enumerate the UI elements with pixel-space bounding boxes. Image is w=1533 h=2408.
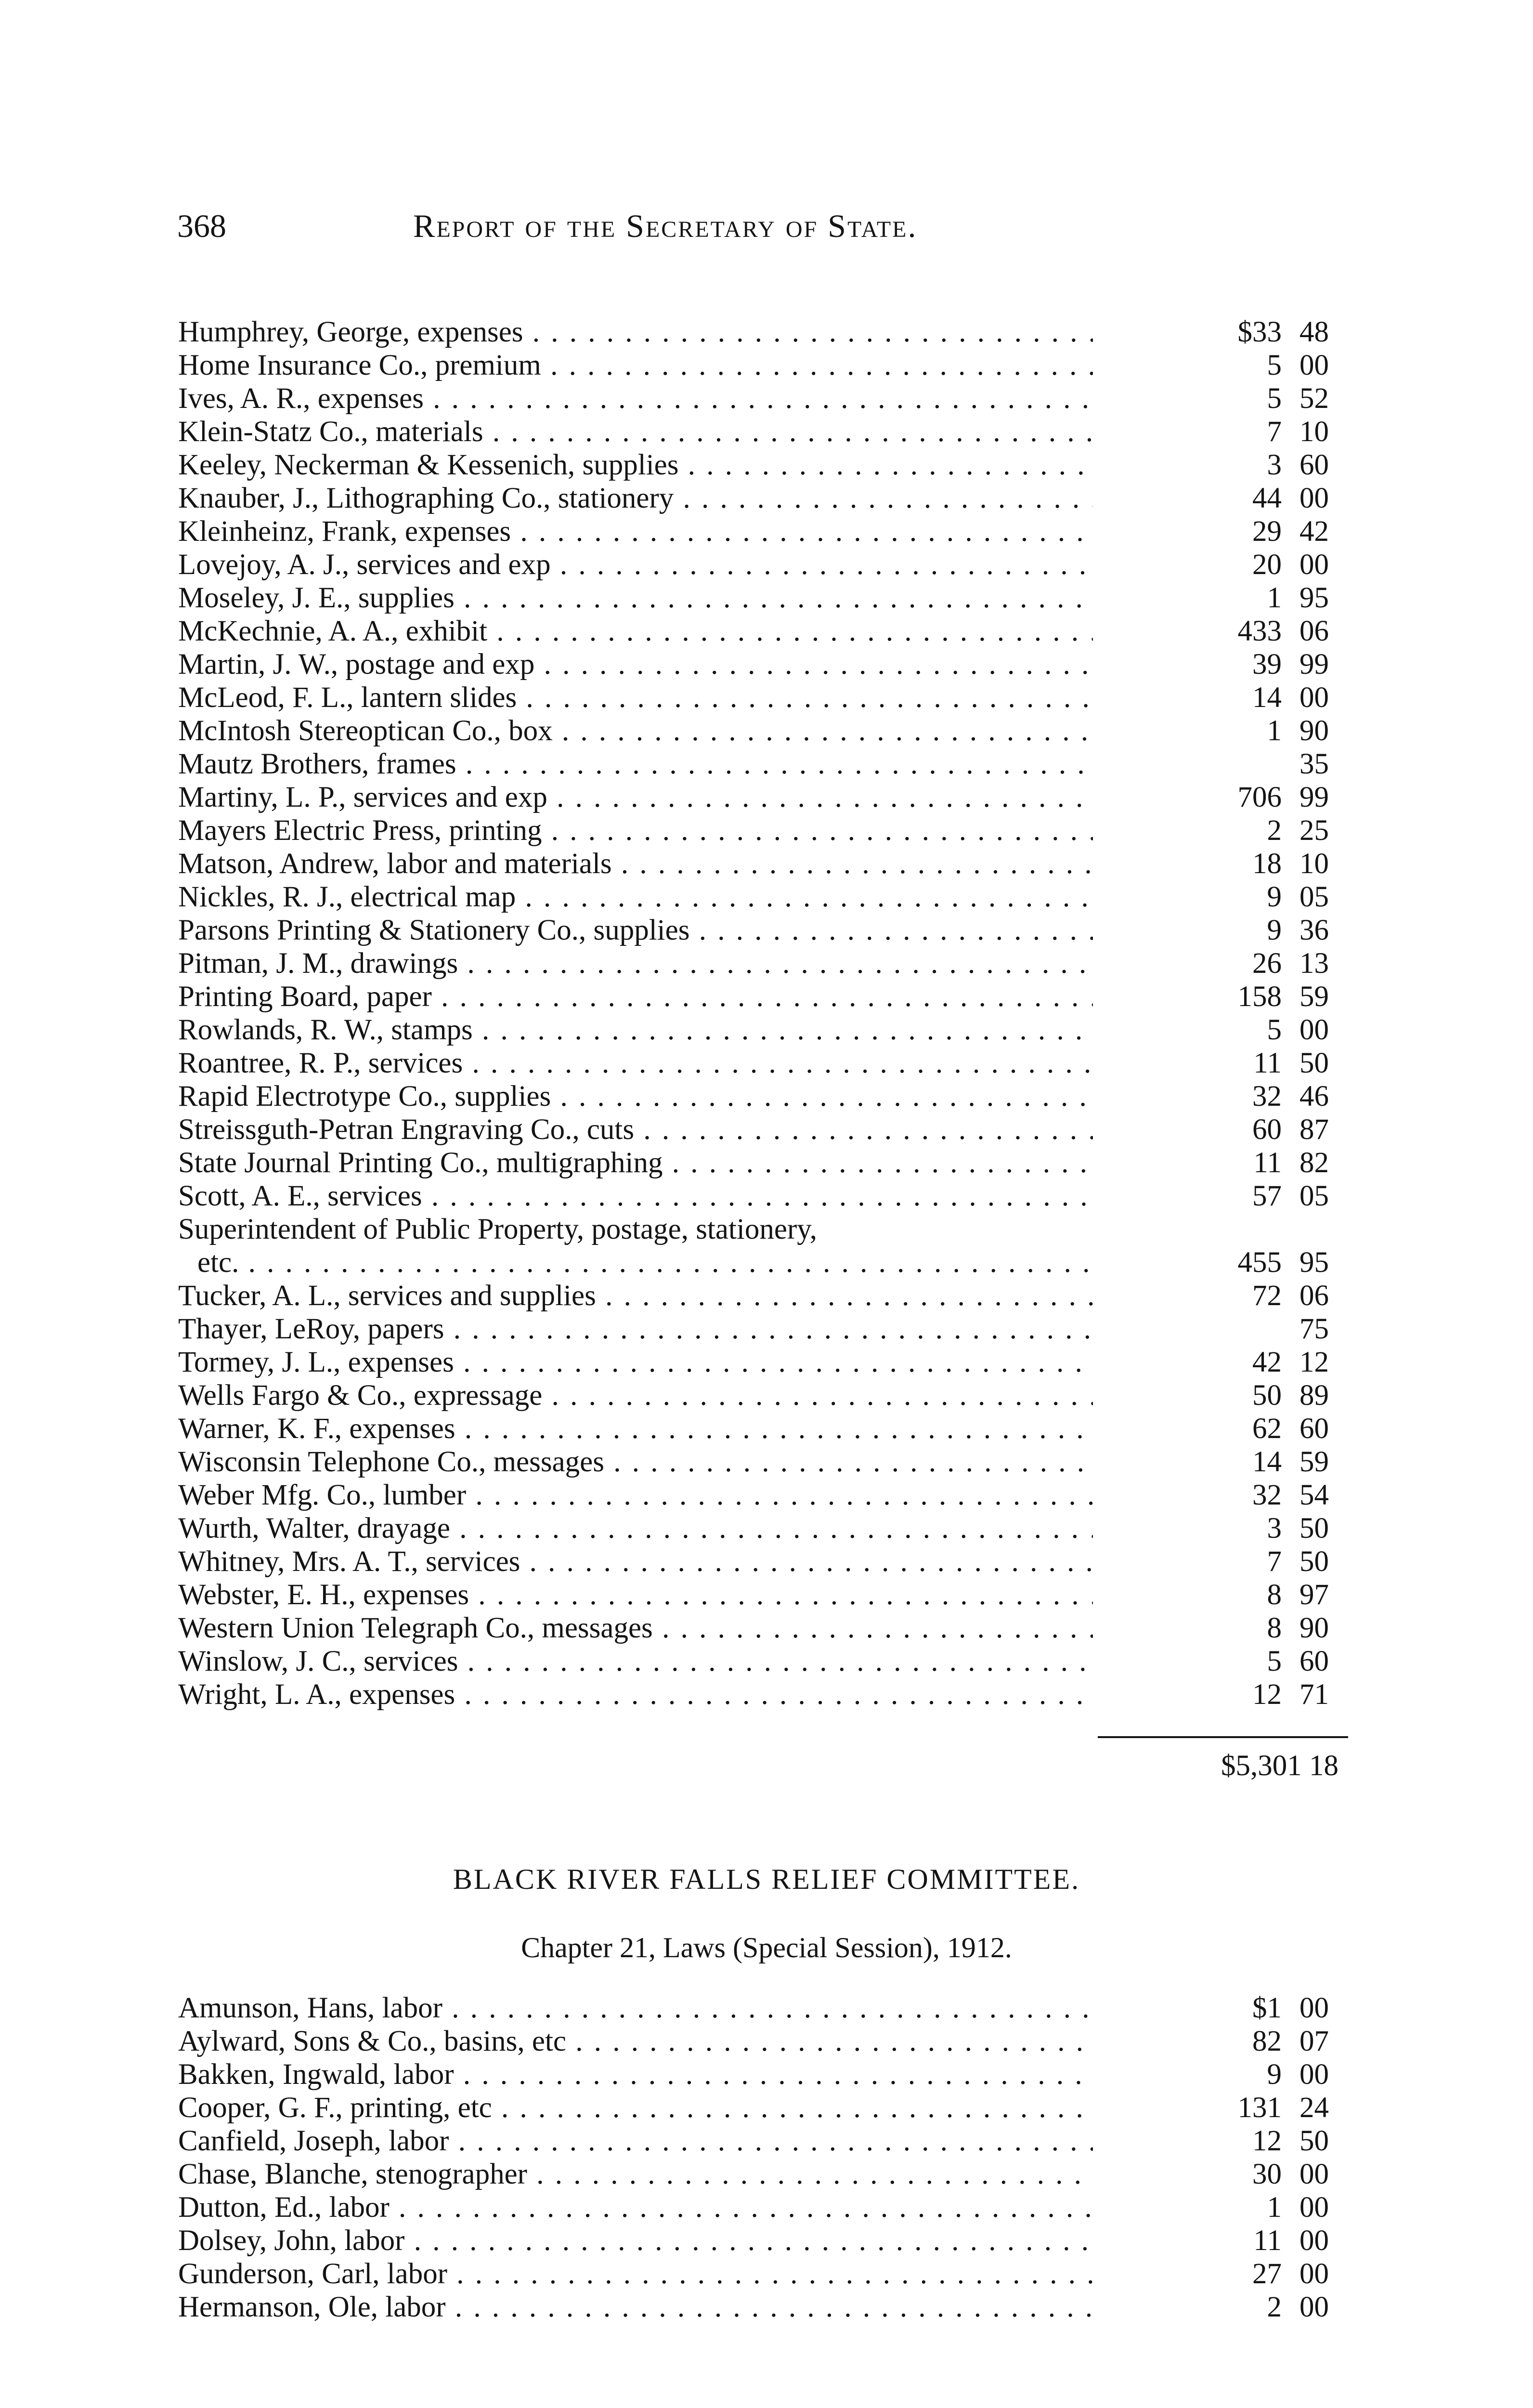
payee-label: Warner, K. F., expenses . . . [178, 1412, 1093, 1445]
amount-cents: 97 [1299, 1579, 1329, 1611]
amount-value [1208, 747, 1329, 781]
ledger-row [178, 1346, 1334, 1379]
amount-dollars: 3 [1267, 449, 1282, 481]
amount-dollars: 60 [1252, 1113, 1282, 1146]
amount-dollars: 14 [1252, 681, 1282, 714]
ledger-row [178, 1312, 1334, 1346]
amount-cents: 99 [1299, 781, 1329, 813]
amount-cents: 35 [1299, 748, 1329, 780]
payee-label: Martiny, L. P., services and exp . . . [178, 781, 1093, 814]
payee-label: Ives, A. R., expenses . . . [178, 382, 1093, 415]
payee-label: Scott, A. E., services . . . [178, 1179, 1093, 1213]
payee-label: McKechnie, A. A., exhibit . . . [178, 615, 1093, 648]
amount-dollars: 62 [1252, 1413, 1282, 1445]
ledger-row [178, 914, 1334, 947]
amount-cents: 95 [1299, 1246, 1329, 1279]
amount-value [1208, 648, 1329, 681]
amount-dollars: 42 [1252, 1346, 1282, 1378]
payee-label: Dolsey, John, labor . . . [178, 2224, 1093, 2257]
amount-cents: 87 [1299, 1113, 1329, 1146]
amount-value [1208, 1578, 1329, 1611]
ledger-row [178, 714, 1334, 747]
amount-dollars: 8 [1267, 1579, 1282, 1611]
amount-cents: 05 [1299, 881, 1329, 913]
amount-dollars: 5 [1267, 1014, 1282, 1046]
ledger-row [178, 2290, 1334, 2324]
amount-cents: 42 [1299, 515, 1329, 548]
amount-dollars: 82 [1252, 2025, 1282, 2057]
payee-label: McLeod, F. L., lantern slides . . . [178, 681, 1093, 714]
amount-value [1208, 814, 1329, 847]
payee-label: Martin, J. W., postage and exp . . . [178, 648, 1093, 681]
payee-label: Western Union Telegraph Co., messages . . . [178, 1611, 1093, 1645]
ledger-row [178, 1113, 1334, 1146]
amount-dollars: 44 [1252, 482, 1282, 514]
payee-label: Thayer, LeRoy, papers . . . [178, 1312, 1093, 1346]
amount-cents: 00 [1299, 2191, 1329, 2224]
amount-cents: 50 [1299, 1047, 1329, 1079]
amount-dollars: 30 [1252, 2158, 1282, 2190]
section-subheading: Chapter 21, Laws (Special Session), 1912. [521, 1932, 1012, 1963]
amount-dollars: 1 [1267, 715, 1282, 747]
amount-value [1208, 781, 1329, 814]
payee-label: Pitman, J. M., drawings . . . [178, 947, 1093, 980]
amount-cents: 00 [1299, 681, 1329, 714]
ledger-row [178, 814, 1334, 847]
amount-value [1208, 947, 1329, 980]
amount-cents: 52 [1299, 382, 1329, 415]
payee-label: Webster, E. H., expenses . . . [178, 1578, 1093, 1611]
amount-dollars: 5 [1267, 349, 1282, 381]
amount-cents: 07 [1299, 2025, 1329, 2057]
payee-label: Nickles, R. J., electrical map . . . [178, 880, 1093, 914]
amount-cents: 46 [1299, 1080, 1329, 1112]
payee-label: Hermanson, Ole, labor . . . [178, 2290, 1093, 2324]
ledger-row [178, 1279, 1334, 1312]
amount-value [1208, 1213, 1329, 1246]
amount-value [1208, 1346, 1329, 1379]
ledger-row [178, 548, 1334, 581]
ledger-row [178, 2025, 1334, 2058]
payee-label: Canfield, Joseph, labor . . . [178, 2124, 1093, 2158]
payee-label: Rowlands, R. W., stamps . . . [178, 1013, 1093, 1047]
amount-dollars: 433 [1237, 615, 1282, 647]
amount-value [1208, 1080, 1329, 1113]
amount-cents: 00 [1299, 1014, 1329, 1046]
amount-cents: 59 [1299, 981, 1329, 1013]
payee-label: Home Insurance Co., premium . . . [178, 349, 1093, 382]
ledger-row [178, 2124, 1334, 2158]
amount-value [1208, 914, 1329, 947]
amount-cents: 50 [1299, 1512, 1329, 1544]
payee-label: Matson, Andrew, labor and materials . . . [178, 847, 1093, 880]
total-rule [1098, 1736, 1348, 1738]
payee-label: Knauber, J., Lithographing Co., stationery . . . [178, 482, 1093, 515]
amount-cents: 00 [1299, 2225, 1329, 2257]
amount-value [1208, 2158, 1329, 2191]
payee-label: Wright, L. A., expenses . . . [178, 1678, 1093, 1711]
amount-dollars: 2 [1267, 814, 1282, 847]
amount-value [1208, 1678, 1329, 1711]
amount-dollars: 11 [1253, 1047, 1282, 1079]
ledger-row [178, 1146, 1334, 1179]
ledger-row [178, 1080, 1334, 1113]
amount-dollars: 18 [1252, 848, 1282, 880]
amount-dollars: 14 [1252, 1446, 1282, 1478]
ledger-row [178, 1013, 1334, 1047]
ledger-row [178, 747, 1334, 781]
amount-value [1208, 2257, 1329, 2290]
payee-label: Aylward, Sons & Co., basins, etc . . . [178, 2025, 1093, 2058]
amount-dollars: 7 [1267, 416, 1282, 448]
amount-cents: 82 [1299, 1147, 1329, 1179]
amount-dollars: 9 [1267, 914, 1282, 946]
amount-dollars: 9 [1267, 2058, 1282, 2091]
amount-value [1208, 581, 1329, 615]
ledger-row [178, 2191, 1334, 2224]
amount-value [1208, 382, 1329, 415]
payee-label: Klein-Statz Co., materials . . . [178, 415, 1093, 448]
ledger-row [178, 1379, 1334, 1412]
payee-label: Weber Mfg. Co., lumber . . . [178, 1479, 1093, 1512]
running-head: Report of the Secretary of State. [413, 208, 918, 244]
amount-value [1208, 1379, 1329, 1412]
payee-label: Keeley, Neckerman & Kessenich, supplies . . . [178, 448, 1093, 482]
ledger-row [178, 847, 1334, 880]
amount-value [1208, 1412, 1329, 1445]
amount-value [1208, 1013, 1329, 1047]
payee-label: Wisconsin Telephone Co., messages . . . [178, 1445, 1093, 1479]
amount-cents: 06 [1299, 615, 1329, 647]
amount-value [1208, 1179, 1329, 1213]
amount-cents: 75 [1299, 1313, 1329, 1345]
payee-label: State Journal Printing Co., multigraphing . . . [178, 1146, 1093, 1179]
amount-dollars: 7 [1267, 1545, 1282, 1578]
amount-cents: 00 [1299, 549, 1329, 581]
payee-label: Humphrey, George, expenses . . . [178, 315, 1093, 349]
ledger-row [178, 1545, 1334, 1578]
payee-label: Lovejoy, A. J., services and exp . . . [178, 548, 1093, 581]
ledger-row [178, 1445, 1334, 1479]
amount-dollars: 39 [1252, 648, 1282, 681]
ledger-row [178, 1512, 1334, 1545]
ledger-row [178, 1678, 1334, 1711]
amount-value [1208, 415, 1329, 448]
amount-cents: 06 [1299, 1280, 1329, 1312]
ledger-row [178, 1246, 1334, 1279]
section-heading: BLACK RIVER FALLS RELIEF COMMITTEE. [453, 1863, 1080, 1895]
payee-label: etc. . . . [197, 1246, 1093, 1279]
amount-dollars: 455 [1237, 1246, 1282, 1279]
ledger-row [178, 515, 1334, 548]
amount-value [1208, 1312, 1329, 1346]
amount-cents: 36 [1299, 914, 1329, 946]
amount-value [1208, 2025, 1329, 2058]
ledger-row [178, 315, 1334, 349]
ledger-row [178, 2058, 1334, 2091]
payee-label: Chase, Blanche, stenographer . . . [178, 2158, 1093, 2191]
amount-cents: 10 [1299, 848, 1329, 880]
amount-cents: 00 [1299, 2291, 1329, 2323]
amount-value [1208, 482, 1329, 515]
payee-label: McIntosh Stereoptican Co., box . . . [178, 714, 1093, 747]
amount-dollars: 20 [1252, 549, 1282, 581]
amount-cents: 00 [1299, 2158, 1329, 2190]
amount-value [1208, 2091, 1329, 2124]
amount-dollars: 158 [1237, 981, 1282, 1013]
payee-label: Mautz Brothers, frames . . . [178, 747, 1093, 781]
amount-value [1208, 1545, 1329, 1578]
amount-value [1208, 2290, 1329, 2324]
ledger-row [178, 1991, 1334, 2025]
amount-cents: 12 [1299, 1346, 1329, 1378]
amount-cents: 99 [1299, 648, 1329, 681]
amount-dollars: $1 [1252, 1992, 1282, 2024]
amount-value [1208, 515, 1329, 548]
amount-value [1208, 349, 1329, 382]
amount-dollars: $33 [1237, 316, 1282, 348]
amount-cents: 89 [1299, 1379, 1329, 1412]
page-header [177, 207, 1342, 250]
amount-cents: 25 [1299, 814, 1329, 847]
amount-value [1208, 1611, 1329, 1645]
amount-value [1208, 2191, 1329, 2224]
ledger-row [178, 448, 1334, 482]
amount-dollars: 1 [1267, 582, 1282, 614]
ledger-row [178, 648, 1334, 681]
payee-label: Tormey, J. L., expenses . . . [178, 1346, 1093, 1379]
amount-dollars: 57 [1252, 1180, 1282, 1212]
amount-value [1208, 1246, 1329, 1279]
ledger-row [178, 615, 1334, 648]
payee-label: Cooper, G. F., printing, etc . . . [178, 2091, 1093, 2124]
amount-cents: 24 [1299, 2092, 1329, 2124]
ledger-row [178, 2091, 1334, 2124]
amount-dollars: 12 [1252, 1678, 1282, 1711]
amount-cents: 00 [1299, 482, 1329, 514]
payee-label: Wurth, Walter, drayage . . . [178, 1512, 1093, 1545]
amount-value [1208, 1047, 1329, 1080]
ledger-row [178, 482, 1334, 515]
ledger-row [178, 1645, 1334, 1678]
ledger-row [178, 1412, 1334, 1445]
payee-label: Rapid Electrotype Co., supplies . . . [178, 1080, 1093, 1113]
amount-dollars: 72 [1252, 1280, 1282, 1312]
payee-label: Gunderson, Carl, labor . . . [178, 2257, 1093, 2290]
amount-cents: 60 [1299, 1645, 1329, 1677]
amount-value [1208, 847, 1329, 880]
payee-label: Wells Fargo & Co., expressage . . . [178, 1379, 1093, 1412]
amount-dollars: 9 [1267, 881, 1282, 913]
amount-cents: 00 [1299, 349, 1329, 381]
payee-label: Parsons Printing & Stationery Co., supplies . . . [178, 914, 1093, 947]
payee-label: Amunson, Hans, labor . . . [178, 1991, 1093, 2025]
amount-value [1208, 2058, 1329, 2091]
amount-dollars: 29 [1252, 515, 1282, 548]
amount-value [1208, 548, 1329, 581]
amount-value [1208, 1445, 1329, 1479]
amount-dollars: 5 [1267, 382, 1282, 415]
amount-dollars: 11 [1253, 2225, 1282, 2257]
payee-label: Tucker, A. L., services and supplies . . . [178, 1279, 1093, 1312]
amount-value [1208, 2124, 1329, 2158]
amount-cents: 50 [1299, 1545, 1329, 1578]
ledger-row [178, 1479, 1334, 1512]
ledger-row [178, 349, 1334, 382]
amount-cents: 71 [1299, 1678, 1329, 1711]
ledger-row [178, 880, 1334, 914]
amount-cents: 10 [1299, 416, 1329, 448]
amount-cents: 60 [1299, 1413, 1329, 1445]
amount-cents: 05 [1299, 1180, 1329, 1212]
amount-cents: 00 [1299, 2258, 1329, 2290]
amount-dollars: 32 [1252, 1080, 1282, 1112]
amount-value [1208, 615, 1329, 648]
ledger-row [178, 2224, 1334, 2257]
ledger-row [178, 1179, 1334, 1213]
ledger-row [178, 681, 1334, 714]
ledger-row [178, 1611, 1334, 1645]
amount-value [1208, 448, 1329, 482]
ledger-row [178, 1578, 1334, 1611]
amount-dollars: 32 [1252, 1479, 1282, 1511]
ledger-row [178, 382, 1334, 415]
amount-cents: 48 [1299, 316, 1329, 348]
amount-dollars: 50 [1252, 1379, 1282, 1412]
amount-cents: 90 [1299, 1612, 1329, 1644]
amount-value [1208, 315, 1329, 349]
ledger-row [178, 947, 1334, 980]
payee-label: Printing Board, paper . . . [178, 980, 1093, 1013]
ledger-total: $5,301 18 [1221, 1750, 1338, 1782]
payee-label: Bakken, Ingwald, labor . . . [178, 2058, 1093, 2091]
amount-cents: 95 [1299, 582, 1329, 614]
amount-cents: 50 [1299, 2125, 1329, 2157]
ledger-row [178, 781, 1334, 814]
amount-dollars: 5 [1267, 1645, 1282, 1677]
amount-dollars: 27 [1252, 2258, 1282, 2290]
amount-value [1208, 1512, 1329, 1545]
amount-value [1208, 714, 1329, 747]
payee-label: Moseley, J. E., supplies . . . [178, 581, 1093, 615]
amount-value [1208, 1991, 1329, 2025]
amount-cents: 54 [1299, 1479, 1329, 1511]
ledger-row [178, 1213, 1334, 1246]
amount-dollars: 706 [1237, 781, 1282, 813]
amount-value [1208, 1479, 1329, 1512]
amount-cents: 00 [1299, 2058, 1329, 2091]
amount-dollars: 1 [1267, 2191, 1282, 2224]
amount-cents: 59 [1299, 1446, 1329, 1478]
payee-label: Dutton, Ed., labor . . . [178, 2191, 1093, 2224]
ledger-row [178, 415, 1334, 448]
amount-dollars: 12 [1252, 2125, 1282, 2157]
amount-cents: 90 [1299, 715, 1329, 747]
amount-value [1208, 1645, 1329, 1678]
amount-dollars: 11 [1253, 1147, 1282, 1179]
amount-dollars: 131 [1237, 2092, 1282, 2124]
payee-label: Roantree, R. P., services . . . [178, 1047, 1093, 1080]
amount-value [1208, 2224, 1329, 2257]
amount-dollars: 2 [1267, 2291, 1282, 2323]
amount-value [1208, 980, 1329, 1013]
amount-value [1208, 1113, 1329, 1146]
payee-label: Superintendent of Public Property, postage, stationery, [178, 1213, 818, 1245]
amount-cents: 13 [1299, 947, 1329, 980]
amount-dollars: 26 [1252, 947, 1282, 980]
payee-label: Whitney, Mrs. A. T., services . . . [178, 1545, 1093, 1578]
amount-cents: 00 [1299, 1992, 1329, 2024]
amount-value [1208, 681, 1329, 714]
amount-dollars: 8 [1267, 1612, 1282, 1644]
ledger-row [178, 2257, 1334, 2290]
ledger-row [178, 581, 1334, 615]
payee-label: Streissguth-Petran Engraving Co., cuts . . . [178, 1113, 1093, 1146]
amount-value [1208, 1279, 1329, 1312]
payee-label: Kleinheinz, Frank, expenses . . . [178, 515, 1093, 548]
ledger-row [178, 2158, 1334, 2191]
payee-label: Mayers Electric Press, printing . . . [178, 814, 1093, 847]
ledger-row [178, 1047, 1334, 1080]
amount-cents: 60 [1299, 449, 1329, 481]
amount-value [1208, 880, 1329, 914]
amount-dollars: 3 [1267, 1512, 1282, 1544]
payee-label: Winslow, J. C., services . . . [178, 1645, 1093, 1678]
page-number: 368 [177, 208, 226, 244]
ledger-row [178, 980, 1334, 1013]
amount-value [1208, 1146, 1329, 1179]
